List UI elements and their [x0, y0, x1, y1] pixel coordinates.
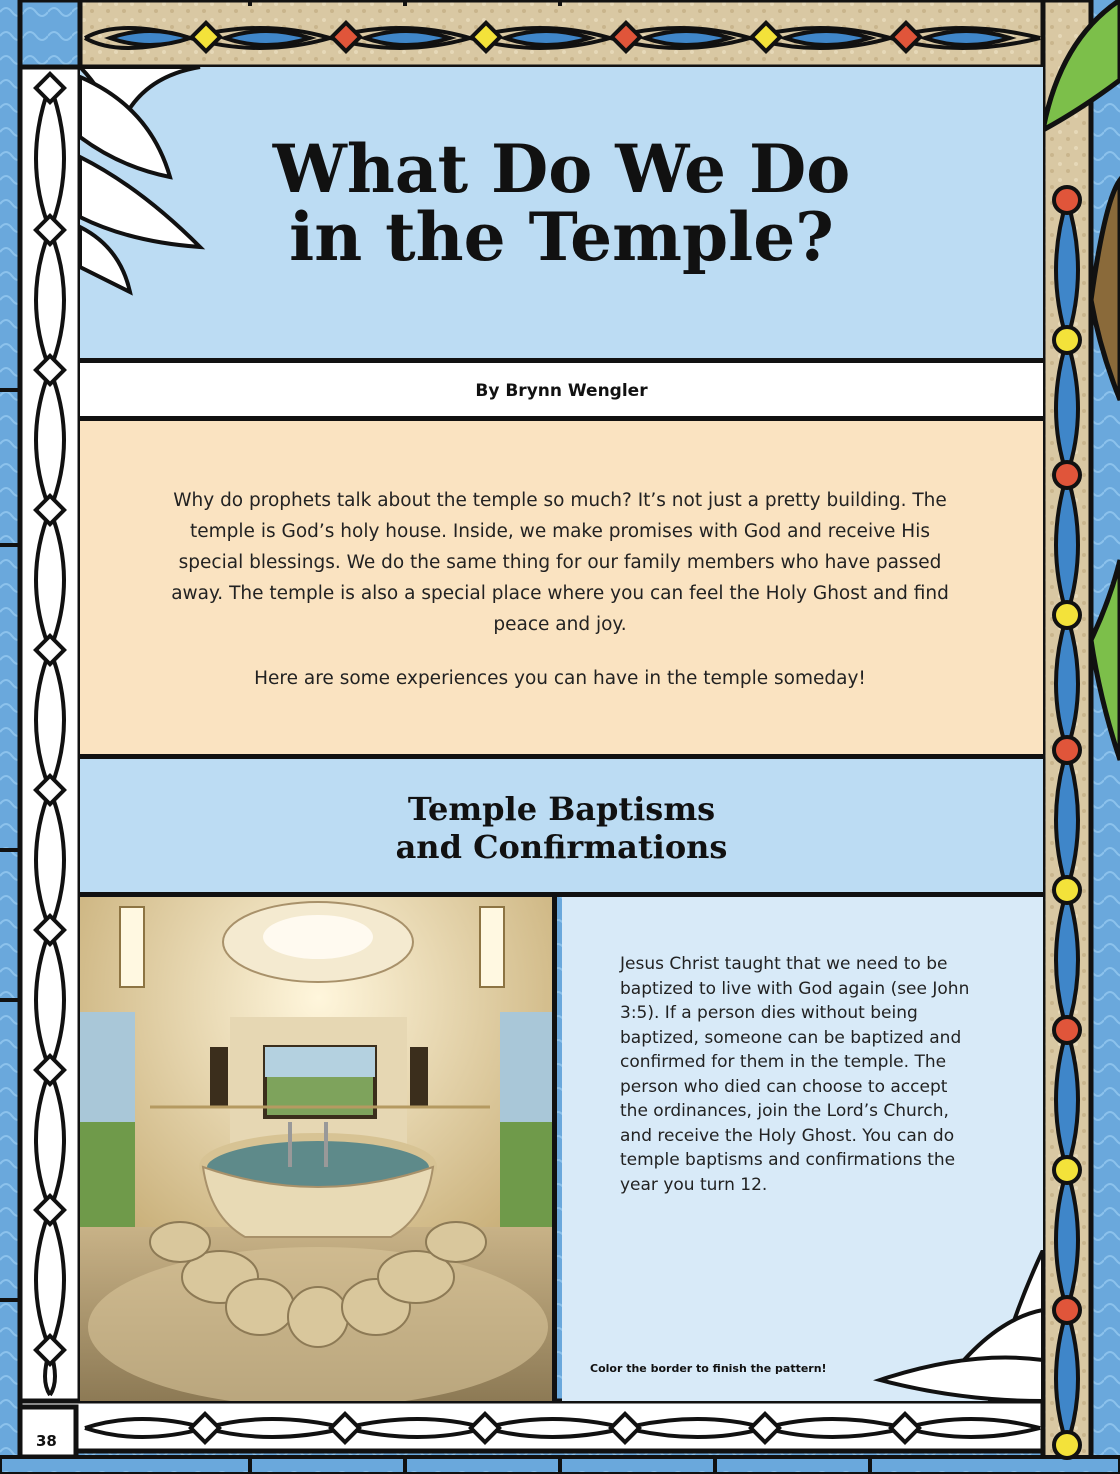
page-number: 38: [36, 1432, 57, 1450]
section-body: Jesus Christ taught that we need to be baptized to live with God again (see John 3:5). If a person dies without being baptized, someone can be baptized and confirmed for them in the temple. The person who died can choose to accept the ordinances, join the Lord’s Church, and receive the Holy Ghost. You can do temple baptisms and confirmations the year you turn 12.: [620, 954, 970, 1195]
section-heading: [80, 790, 1043, 866]
author-byline: By Brynn Wengler: [475, 381, 648, 401]
title-line-2: in the Temple?: [289, 198, 834, 276]
baptismal-font-photo: [80, 897, 557, 1401]
white-flower-decoration-bottom: [870, 1250, 1043, 1401]
intro-paragraph-2: Here are some experiences you can have in the temple someday!: [254, 668, 866, 689]
baptismal-font-illustration: [80, 897, 557, 1401]
section-heading-line-2: and Confirmations: [395, 828, 728, 866]
title-line-1: What Do We Do: [272, 130, 851, 208]
intro-paragraph: Why do prophets talk about the temple so much? It’s not just a pretty building. The temple is God’s holy house. Inside, we make promises with God and receive His special blessings. We do the same thing for our family members who have passed away. The temple is also a special place where you can feel the Holy Ghost and find peace and joy.: [171, 490, 949, 635]
page-title: [80, 130, 1043, 276]
coloring-instruction: Color the border to finish the pattern!: [590, 1362, 827, 1375]
section-heading-line-1: Temple Baptisms: [407, 790, 716, 828]
